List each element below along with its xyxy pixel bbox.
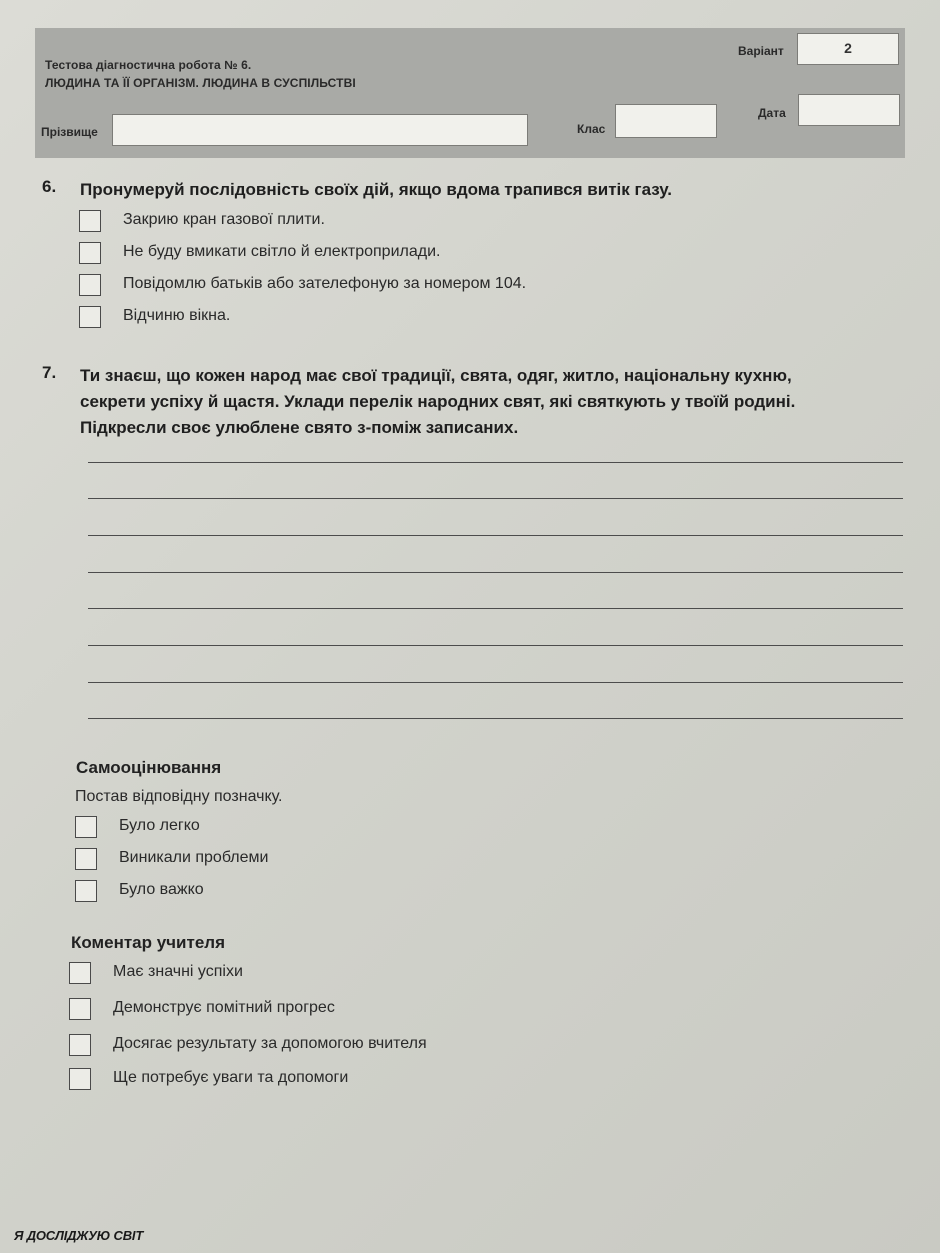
checkbox[interactable] [75,880,97,902]
checkbox[interactable] [79,274,101,296]
checkbox[interactable] [69,1034,91,1056]
checkbox[interactable] [69,962,91,984]
checkbox[interactable] [69,1068,91,1090]
self-assessment-instruction: Постав відповідну позначку. [75,788,283,805]
surname-label: Прізвище [41,125,98,139]
question-7-line-2: секрети успіху й щастя. Уклади перелік народних свят, які святкують у твоїй родині. [80,392,796,411]
variant-field[interactable] [797,33,899,65]
question-6-text: Пронумеруй послідовність своїх дій, якщо вдома трапився витік газу. [80,180,672,199]
checkbox[interactable] [75,816,97,838]
checkbox[interactable] [69,998,91,1020]
test-title: Тестова діагностична робота № 6. [45,58,252,72]
question-7-line-1: Ти знаєш, що кожен народ має свої традиції, свята, одяг, житло, національну кухню, [80,366,792,385]
teacher-comment-title: Коментар учителя [71,933,225,952]
checkbox[interactable] [79,242,101,264]
answer-line[interactable] [88,498,903,499]
class-field[interactable] [615,104,717,138]
answer-line[interactable] [88,572,903,573]
answer-line[interactable] [88,462,903,463]
header-band [35,28,905,158]
date-label: Дата [758,106,786,120]
question-7-number: 7. [42,363,57,382]
test-topic: ЛЮДИНА ТА ЇЇ ОРГАНІЗМ. ЛЮДИНА В СУСПІЛЬСТВІ [45,76,356,90]
question-7 [42,363,922,443]
question-6-number: 6. [42,177,57,196]
answer-line[interactable] [88,535,903,536]
checkbox[interactable] [79,306,101,328]
checkbox[interactable] [75,848,97,870]
answer-line[interactable] [88,718,903,719]
date-field[interactable] [798,94,900,126]
surname-field[interactable] [112,114,528,146]
question-6 [42,177,902,207]
question-7-line-3: Підкресли своє улюблене свято з-поміж записаних. [80,418,519,437]
class-label: Клас [577,122,606,136]
self-assessment-title: Самооцінювання [76,758,222,777]
answer-line[interactable] [88,682,903,683]
checkbox[interactable] [79,210,101,232]
variant-label: Варіант [738,44,784,58]
footer-series-title: Я ДОСЛІДЖУЮ СВІТ [14,1228,144,1243]
answer-line[interactable] [88,645,903,646]
answer-line[interactable] [88,608,903,609]
variant-value: 2 [844,40,852,56]
